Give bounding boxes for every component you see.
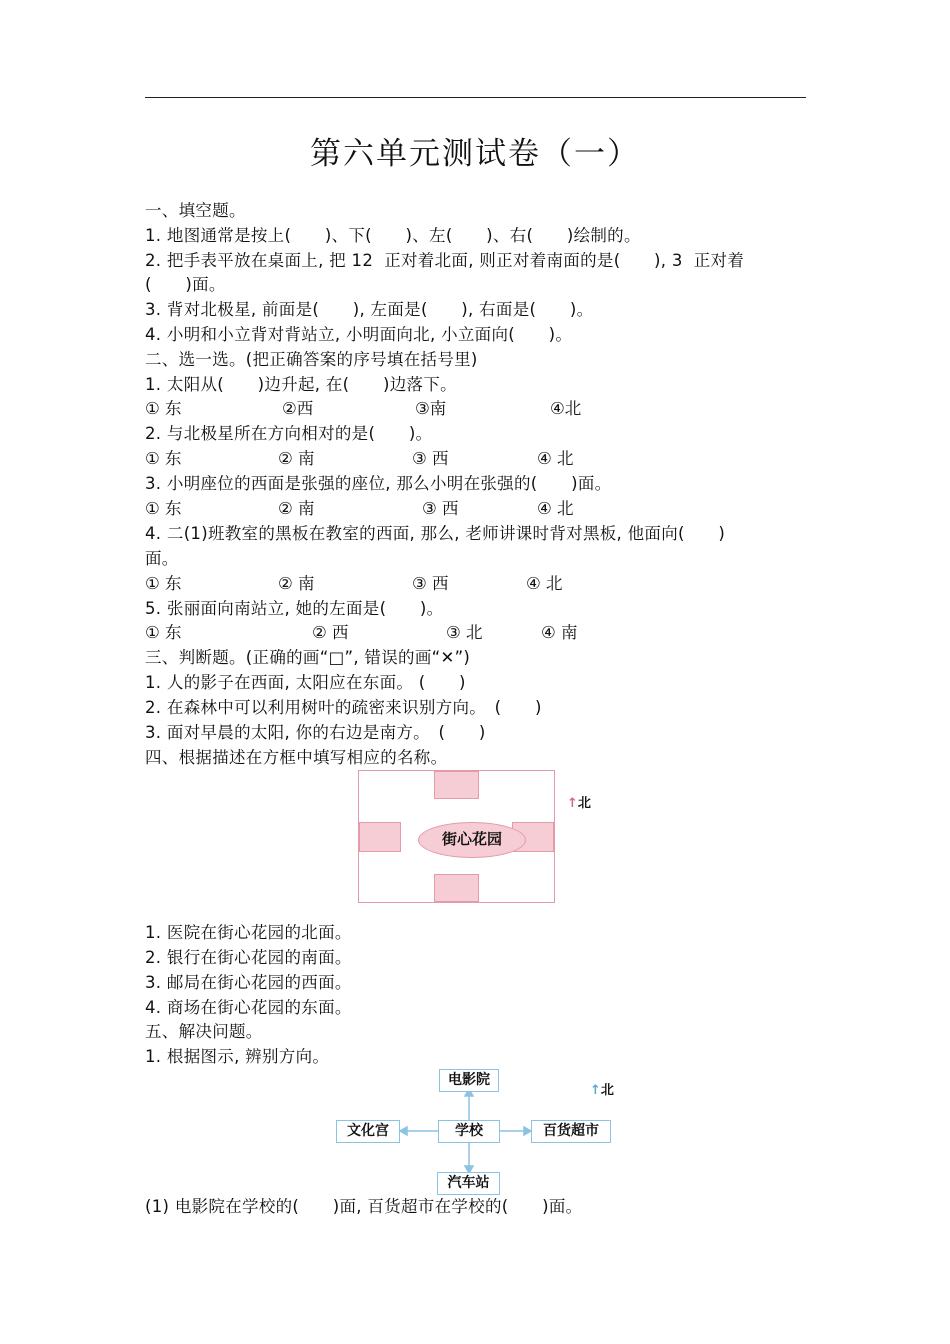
s2-q3-option-4: ④ 北 (537, 499, 574, 518)
s3-question-1: 1. 人的影子在西面, 太阳应在东面。 ( ) (145, 673, 466, 692)
s2-q3-option-2: ② 南 (278, 499, 315, 518)
cultural-palace-box: 文化宫 (336, 1120, 400, 1143)
s4-item-4: 4. 商场在街心花园的东面。 (145, 998, 352, 1017)
s5-question-1: 1. 根据图示, 辨别方向。 (145, 1047, 330, 1066)
section3-heading: 三、判断题。(正确的画“□”, 错误的画“✕”) (145, 648, 471, 667)
s1-question-1: 1. 地图通常是按上( )、下( )、左( )、右( )绘制的。 (145, 226, 641, 245)
supermarket-box: 百货超市 (531, 1120, 611, 1143)
s4-item-2: 2. 银行在街心花园的南面。 (145, 948, 352, 967)
diagram-north-arrow-icon: ↑ (590, 1083, 601, 1098)
north-arrow-icon: ↑ (567, 796, 578, 811)
s2-q5-option-4: ④ 南 (541, 623, 578, 642)
s1-question-2b: ( )面。 (145, 275, 226, 294)
s2-q2-option-4: ④ 北 (537, 449, 574, 468)
s2-question-3: 3. 小明座位的西面是张强的座位, 那么小明在张强的( )面。 (145, 474, 612, 493)
s2-q4-option-4: ④ 北 (526, 574, 563, 593)
diagram-north-label: 北 (600, 1083, 614, 1098)
s2-q4-option-3: ③ 西 (412, 574, 449, 593)
s1-question-2a: 2. 把手表平放在桌面上, 把 12 正对着北面, 则正对着南面的是( ), 3 正对着 (145, 251, 745, 270)
s2-q5-option-1: ① 东 (145, 623, 182, 642)
bus-station-box: 汽车站 (437, 1172, 500, 1195)
s2-q4-option-1: ① 东 (145, 574, 182, 593)
s2-q2-option-1: ① 东 (145, 449, 182, 468)
s3-question-2: 2. 在森林中可以利用树叶的疏密来识别方向。 ( ) (145, 698, 542, 717)
s2-q2-option-3: ③ 西 (412, 449, 449, 468)
s2-q4-option-2: ② 南 (278, 574, 315, 593)
s1-question-4: 4. 小明和小立背对背站立, 小明面向北, 小立面向( )。 (145, 325, 573, 344)
garden-center-label: 街心花园 (418, 822, 526, 858)
s2-q5-option-2: ② 西 (312, 623, 349, 642)
cinema-box: 电影院 (439, 1069, 499, 1092)
s2-q5-option-3: ③ 北 (446, 623, 483, 642)
section1-heading: 一、填空题。 (145, 201, 246, 220)
s5-q1-sub1: (1) 电影院在学校的( )面, 百货超市在学校的( )面。 (145, 1197, 583, 1216)
s2-q1-option-3: ③南 (415, 399, 447, 418)
diagram-north-indicator (590, 1079, 614, 1098)
section2-heading: 二、选一选。(把正确答案的序号填在括号里) (145, 350, 478, 369)
section4-heading: 四、根据描述在方框中填写相应的名称。 (145, 748, 448, 767)
s2-q3-option-3: ③ 西 (422, 499, 459, 518)
s2-question-4a: 4. 二(1)班教室的黑板在教室的西面, 那么, 老师讲课时背对黑板, 他面向( ) (145, 524, 726, 543)
page-title: 第六单元测试卷（一） (310, 136, 640, 172)
s4-item-1: 1. 医院在街心花园的北面。 (145, 923, 352, 942)
s2-q1-option-1: ① 东 (145, 399, 182, 418)
section5-heading: 五、解决问题。 (145, 1022, 263, 1041)
s2-question-5: 5. 张丽面向南站立, 她的左面是( )。 (145, 599, 444, 618)
s2-q1-option-2: ②西 (282, 399, 314, 418)
s2-question-1: 1. 太阳从( )边升起, 在( )边落下。 (145, 375, 457, 394)
s1-question-3: 3. 背对北极星, 前面是( ), 左面是( ), 右面是( )。 (145, 300, 594, 319)
s3-question-3: 3. 面对早晨的太阳, 你的右边是南方。 ( ) (145, 723, 486, 742)
school-box: 学校 (438, 1120, 500, 1143)
s2-question-2: 2. 与北极星所在方向相对的是( )。 (145, 424, 433, 443)
north-label: 北 (577, 796, 591, 811)
s2-q3-option-1: ① 东 (145, 499, 182, 518)
s2-q2-option-2: ② 南 (278, 449, 315, 468)
s2-q1-option-4: ④北 (550, 399, 582, 418)
s4-item-3: 3. 邮局在街心花园的西面。 (145, 973, 352, 992)
s2-question-4b: 面。 (145, 549, 179, 568)
